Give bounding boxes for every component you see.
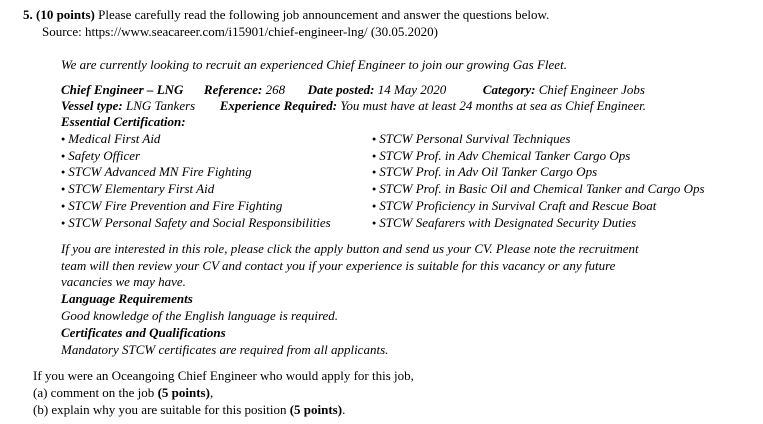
language-heading: Language Requirements xyxy=(61,291,193,306)
task-b-tail: . xyxy=(342,402,346,417)
vessel-label: Vessel type: xyxy=(61,98,123,113)
category-label: Category: xyxy=(482,82,536,97)
certs-right-list xyxy=(372,131,705,231)
task-a-tail: , xyxy=(209,385,214,400)
task-part-a xyxy=(33,385,213,401)
list-item: ● Medical First Aid xyxy=(61,131,331,148)
list-item: ● STCW Prof. in Basic Oil and Chemical Tanker and Cargo Ops xyxy=(372,181,705,198)
job-meta-row-1 xyxy=(61,82,645,98)
list-item: ● STCW Proficiency in Survival Craft and Rescue Boat xyxy=(372,198,705,215)
list-item: ● STCW Advanced MN Fire Fighting xyxy=(61,164,331,181)
task-part-b xyxy=(33,402,345,418)
reference-value: 268 xyxy=(262,82,286,97)
category-value: Chief Engineer Jobs xyxy=(535,82,645,97)
certification-heading: Essential Certification: xyxy=(61,114,186,129)
experience-value: You must have at least 24 months at sea as Chief Engineer. xyxy=(337,98,647,113)
apply-paragraph xyxy=(61,241,639,291)
task-b-text: (b) explain why you are suitable for this position xyxy=(33,402,290,417)
list-item: ● STCW Elementary First Aid xyxy=(61,181,331,198)
list-item: ● STCW Prof. in Adv Chemical Tanker Cargo Ops xyxy=(372,148,705,165)
question-header xyxy=(23,7,549,23)
source-line: Source: https://www.seacareer.com/i15901/chief-engineer-lng/ (30.05.2020) xyxy=(42,24,438,39)
apply-paragraph-line: team will then review your CV and contact you if your experience is suitable for this vacancy or any future xyxy=(61,257,616,273)
date-label: Date posted: xyxy=(307,82,375,97)
list-item: ● STCW Personal Survival Techniques xyxy=(372,131,705,148)
apply-paragraph-line: If you are interested in this role, please click the apply button and send us your CV. Please note the recruitment xyxy=(61,241,639,256)
task-b-points: (5 points) xyxy=(289,402,343,417)
apply-paragraph-line: vacancies we may have. xyxy=(61,274,186,289)
certificates-text: Mandatory STCW certificates are required from all applicants. xyxy=(61,342,389,357)
question-intro: Please carefully read the following job announcement and answer the questions below. xyxy=(94,7,550,22)
list-item: ● Safety Officer xyxy=(61,148,331,165)
job-title: Chief Engineer – LNG xyxy=(61,82,184,97)
list-item: ● STCW Prof. in Adv Oil Tanker Cargo Ops xyxy=(372,164,705,181)
task-intro: If you were an Oceangoing Chief Engineer who would apply for this job, xyxy=(33,368,414,383)
vessel-value: LNG Tankers xyxy=(122,98,196,113)
question-number: 5. xyxy=(23,7,33,22)
list-item: ● STCW Personal Safety and Social Responsibilities xyxy=(61,215,331,232)
reference-label: Reference: xyxy=(203,82,263,97)
question-points: (10 points) xyxy=(36,7,95,22)
certs-left-list xyxy=(61,131,331,231)
job-meta-row-2 xyxy=(61,98,646,114)
certificates-heading: Certificates and Qualifications xyxy=(61,325,226,340)
language-text: Good knowledge of the English language is required. xyxy=(61,308,339,323)
task-a-text: (a) comment on the job xyxy=(33,385,158,400)
date-value: 14 May 2020 xyxy=(374,82,447,97)
task-a-points: (5 points) xyxy=(157,385,210,400)
list-item: ● STCW Fire Prevention and Fire Fighting xyxy=(61,198,331,215)
list-item: ● STCW Seafarers with Designated Security Duties xyxy=(372,215,705,232)
experience-label: Experience Required: xyxy=(219,98,338,113)
announcement-headline: We are currently looking to recruit an experienced Chief Engineer to join our growing Gas Fleet. xyxy=(61,57,567,72)
